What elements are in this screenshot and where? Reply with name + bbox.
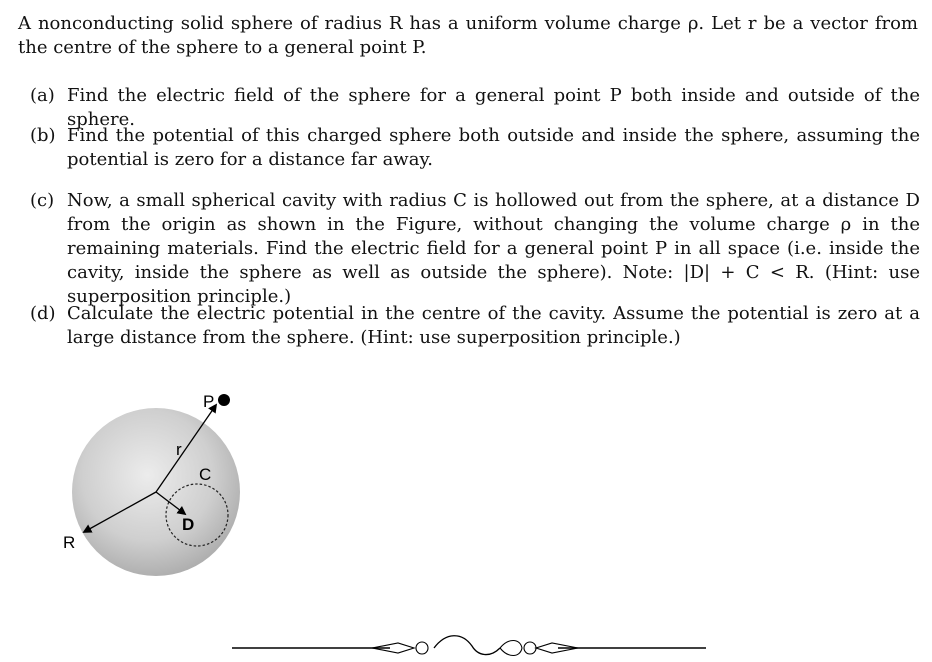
sphere-radius-label: R [63, 533, 76, 552]
d-vector-label: D [182, 515, 195, 534]
part-c [30, 189, 920, 309]
point-p-label: P [203, 392, 215, 411]
part-c-label: (c) [30, 190, 55, 211]
part-d [30, 302, 920, 350]
sphere-cavity-figure [40, 385, 260, 585]
part-a-text: Find the electric field of the sphere for a general point P both inside and outside of the sphere. [67, 85, 920, 130]
part-b-label: (b) [30, 125, 56, 146]
part-d-text: Calculate the electric potential in the centre of the cavity. Assume the potential is zero at a large distance from the sphere. (Hint: use superposition principle.) [67, 303, 920, 348]
part-c-text: Now, a small spherical cavity with radius C is hollowed out from the sphere, at a distance D from the origin as shown in the Figure, without changing the volume charge ρ in the remaining materials. Find the electric field for a general point P in all space (i.e. inside the cavity, inside the sphere as well as outside the sphere). Note: |D| + C < R. (Hint: use superposition principle.) [67, 190, 920, 307]
part-b [30, 124, 920, 172]
problem-intro: A nonconducting solid sphere of radius R has a uniform volume charge ρ. Let r be a vector from the centre of the sphere to a general point P. [18, 13, 918, 58]
part-d-label: (d) [30, 303, 56, 324]
r-vector-label: r [176, 440, 182, 459]
part-b-text: Find the potential of this charged sphere both outside and inside the sphere, assuming the potential is zero for a distance far away. [67, 125, 920, 170]
end-ornament-divider [232, 632, 706, 662]
point-p-dot [218, 394, 230, 406]
cavity-radius-label: C [199, 465, 212, 484]
part-a-label: (a) [30, 85, 55, 106]
